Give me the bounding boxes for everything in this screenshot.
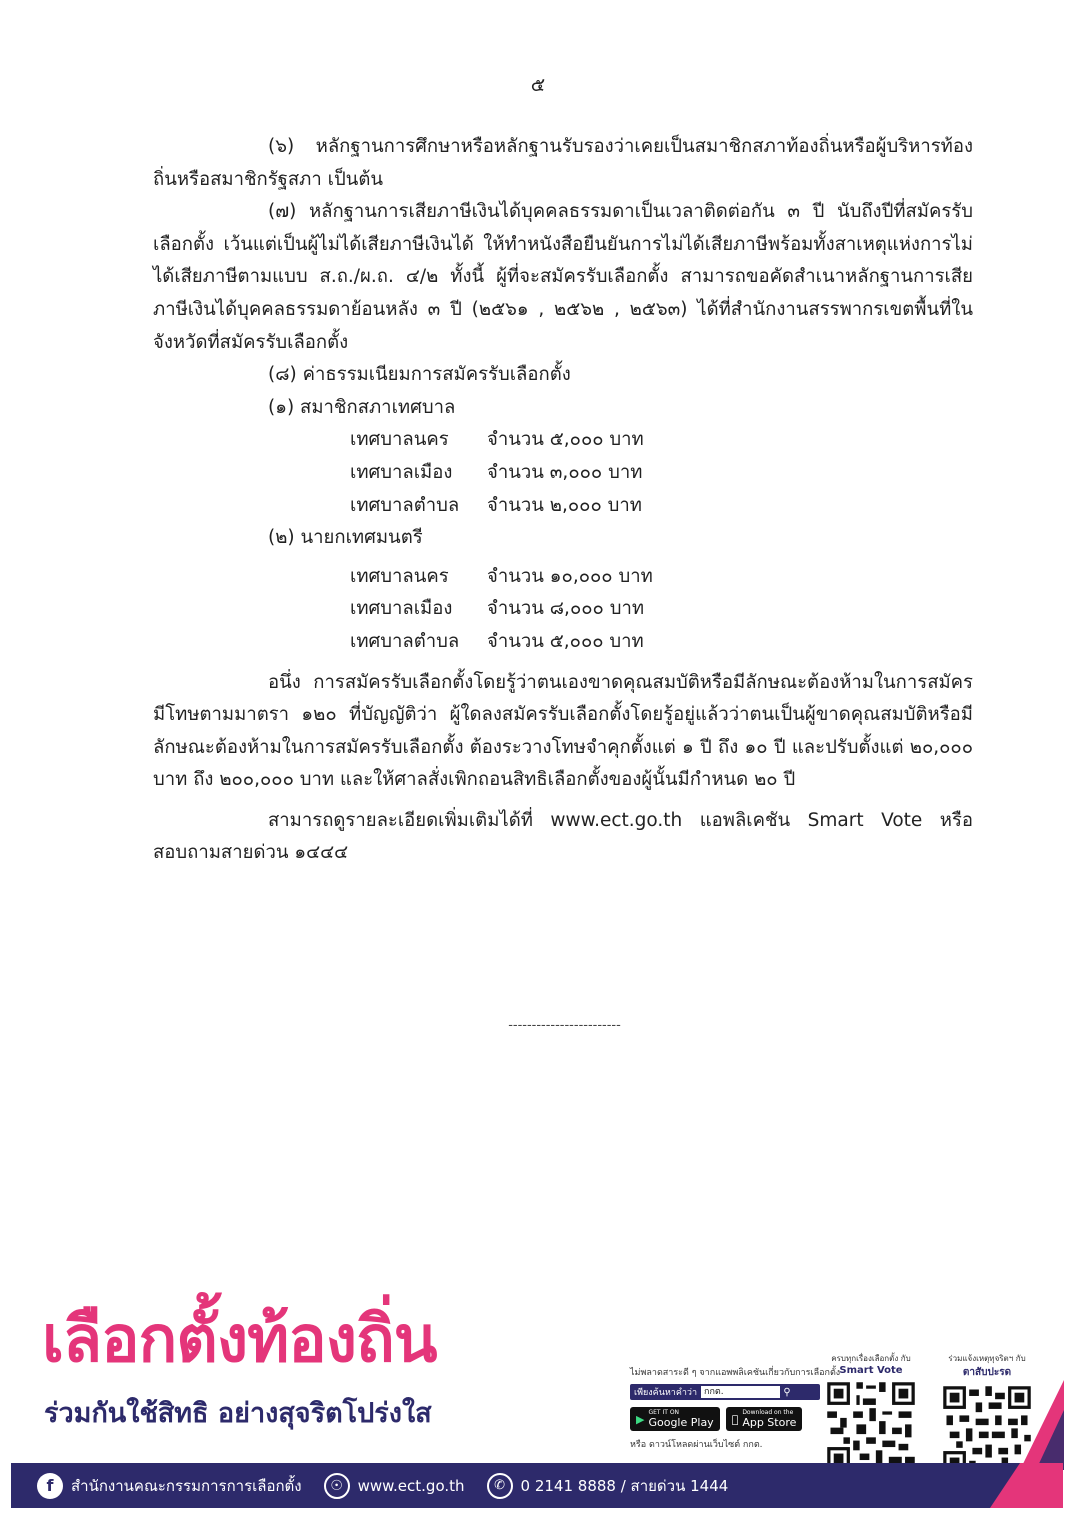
apple-icon (732, 1413, 739, 1426)
fee-municipality: เทศบาลตำบล (350, 494, 460, 516)
fee-amount: จำนวน ๓,๐๐๐ บาท (487, 461, 643, 483)
qr-title: ตาสับปะรด (962, 1367, 1012, 1378)
qr-caption: ครบทุกเรื่องเลือกตั้ง กับ (831, 1354, 911, 1363)
paragraph-penalty: อนึ่ง การสมัครรับเลือกตั้งโดยรู้ว่าตนเองขาดคุณสมบัติหรือมีลักษณะต้องห้ามในการสมัคร มีโทษตามมาตรา ๑๒๐ ที่บัญญัติว่า ผู้ใดลงสมัครรับเลือกตั้งโดยรู้อยู่แล้วว่าตนเป็นผู้ขาดคุณสมบัติหรือมีลักษณะต้องห้ามในการสมัครรับเลือกตั้ง ต้องระวางโทษจำคุกตั้งแต่ ๑ ปี ถึง ๑๐ ปี และปรับตั้งแต่ ๒๐,๐๐๐ บาท ถึง ๒๐๐,๐๐๐ บาท และให้ศาลสั่งเพิกถอนสิทธิเลือกตั้งของผู้นั้นมีกำหนด ๒๐ ปี (153, 671, 973, 791)
qr-code-icon[interactable] (824, 1379, 918, 1473)
fee-row (153, 424, 973, 457)
page-number: ๕ (530, 74, 546, 96)
fee-heading-council: (๑) สมาชิกสภาเทศบาล (268, 396, 456, 418)
fee-amount: จำนวน ๕,๐๐๐ บาท (487, 630, 644, 652)
google-play-small-text: GET IT ON (648, 1409, 680, 1416)
fee-municipality: เทศบาลตำบล (350, 630, 460, 652)
paragraph-contact: สามารถดูรายละเอียดเพิ่มเติมได้ที่ www.ect.go.th แอพลิเคชัน Smart Vote หรือสอบถามสายด่วน ๑๔๔๔ (153, 809, 973, 864)
qr-smartvote (824, 1352, 918, 1473)
fee-municipality: เทศบาลนคร (350, 429, 449, 451)
promo-note: หรือ ดาวน์โหลดผ่านเว็บไซต์ กกต. (630, 1440, 763, 1450)
fee-amount: จำนวน ๘,๐๐๐ บาท (487, 598, 645, 620)
app-promo (630, 1365, 841, 1451)
fee-heading-mayor: (๒) นายกเทศมนตรี (268, 527, 423, 549)
footer-org-name: สำนักงานคณะกรรมการการเลือกตั้ง (71, 1476, 302, 1495)
google-play-badge[interactable] (630, 1407, 720, 1431)
footer-bar (11, 1463, 1063, 1508)
app-store-label: App Store (735, 1416, 790, 1429)
google-play-label: Google Play (648, 1416, 714, 1429)
fee-municipality: เทศบาลนคร (350, 565, 449, 587)
fee-row (153, 593, 973, 626)
decorative-accent (1000, 1380, 1064, 1470)
paragraph-item-6: (๖) หลักฐานการศึกษาหรือหลักฐานรับรองว่าเคยเป็นสมาชิกสภาท้องถิ่นหรือผู้บริหารท้องถิ่นหรือสมาชิกรัฐสภา เป็นต้น (153, 136, 973, 190)
fee-municipality: เทศบาลเมือง (350, 461, 453, 483)
search-field: กกต. (701, 1386, 780, 1398)
globe-icon: ☉ (324, 1473, 350, 1499)
qr-title: Smart Vote (839, 1365, 903, 1376)
app-store-small-text: Download on the (735, 1409, 787, 1416)
facebook-icon: f (37, 1473, 63, 1499)
qr-caption: ร่วมแจ้งเหตุทุจริตฯ กับ (948, 1354, 1026, 1363)
fee-row (153, 490, 973, 523)
app-store-badge[interactable] (726, 1407, 803, 1431)
fee-row (153, 626, 973, 659)
fee-amount: จำนวน ๑๐,๐๐๐ บาท (487, 565, 653, 587)
promo-text: ไม่พลาดสาระดี ๆ จากแอพพลิเคชันเกี่ยวกับการเลือกตั้ง (630, 1368, 841, 1378)
paragraph-item-7: (๗) หลักฐานการเสียภาษีเงินได้บุคคลธรรมดาเป็นเวลาติดต่อกัน ๓ ปี นับถึงปีที่สมัครรับเลือกตั้ง เว้นแต่เป็นผู้ไม่ได้เสียภาษีเงินได้ ให้ทำหนังสือยืนยันการไม่ได้เสียภาษีพร้อมทั้งสาเหตุแห่งการไม่ได้เสียภาษีตามแบบ ส.ถ./ผ.ถ. ๔/๒ ทั้งนี้ ผู้ที่จะสมัครรับเลือกตั้ง สามารถขอคัดสำเนาหลักฐานการเสียภาษีเงินได้บุคคลธรรมดาย้อนหลัง ๓ ปี (๒๕๖๑ , ๒๕๖๒ , ๒๕๖๓) ได้ที่สำนักงานสรรพากรเขตพื้นที่ในจังหวัดที่สมัครรับเลือกตั้ง (153, 201, 973, 353)
document-body (153, 131, 973, 870)
fee-amount: จำนวน ๒,๐๐๐ บาท (487, 494, 642, 516)
phone-icon: ✆ (487, 1473, 513, 1499)
search-icon: ⚲ (783, 1386, 791, 1398)
fee-row (153, 457, 973, 490)
search-label: เพียงค้นหาคำว่า (634, 1388, 698, 1398)
end-divider: ------------------------ (508, 1018, 621, 1032)
app-search-box (630, 1384, 820, 1400)
footer-website[interactable] (324, 1473, 465, 1499)
footer-phone[interactable] (487, 1473, 729, 1499)
paragraph-item-8: (๘) ค่าธรรมเนียมการสมัครรับเลือกตั้ง (268, 364, 571, 386)
store-badges (630, 1407, 820, 1431)
footer-phone-number: 0 2141 8888 / สายด่วน 1444 (520, 1476, 729, 1495)
fee-municipality: เทศบาลเมือง (350, 598, 453, 620)
footer-accent (960, 1463, 1063, 1508)
footer-website-url: www.ect.go.th (357, 1476, 465, 1495)
banner-subtitle: ร่วมกันใช้สิทธิ อย่างสุจริตโปร่งใส (44, 1398, 432, 1429)
banner-title: เลือกตั้งท้องถิ่น (42, 1303, 437, 1377)
fee-row (153, 561, 973, 594)
fee-amount: จำนวน ๕,๐๐๐ บาท (487, 429, 644, 451)
footer-facebook[interactable] (37, 1473, 302, 1499)
play-icon: ▶ (636, 1412, 645, 1426)
